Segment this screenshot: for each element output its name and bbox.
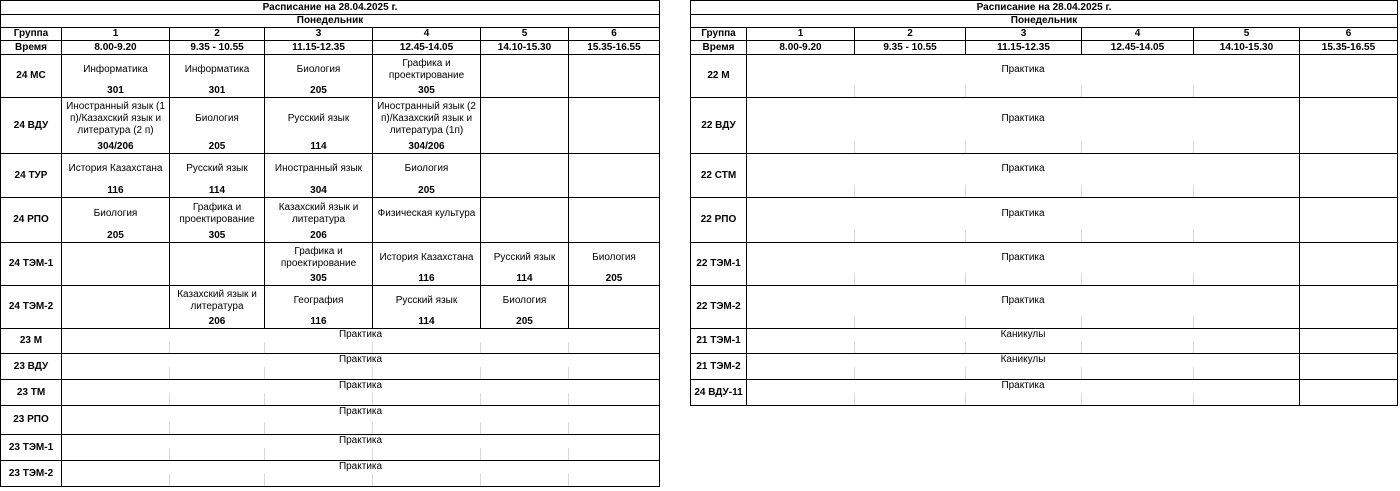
right-empty-cell [1300,329,1398,342]
left-room-cell: 304/206 [62,141,170,154]
left-subject-cell: Биология [265,55,373,85]
left-group-name: 24 ТЭМ-2 [1,286,62,329]
left-subject-cell [569,98,660,141]
left-period-3: 3 [265,28,373,41]
left-subject-cell: Графика и проектирование [170,198,265,230]
right-empty-cell [855,85,966,98]
right-period-4: 4 [1082,28,1194,41]
left-empty-cell [569,342,660,354]
left-merged-cell: Практика [62,329,660,342]
left-group-name: 24 ТЭМ-1 [1,243,62,286]
left-room-cell [373,230,481,243]
right-empty-cell [855,342,966,354]
left-empty-cell [481,342,569,354]
left-subject-cell: Русский язык [373,286,481,316]
left-subject-cell [569,286,660,316]
left-subject-cell: Физическая культура [373,198,481,230]
left-empty-cell [373,367,481,380]
left-empty-cell [265,422,373,435]
left-period-2: 2 [170,28,265,41]
left-empty-cell [481,367,569,380]
left-subject-cell: Биология [170,98,265,141]
left-group-name: 23 ТЭМ-1 [1,435,62,461]
right-title: Расписание на 28.04.2025 г. [691,1,1398,15]
right-period-5: 5 [1194,28,1300,41]
right-empty-cell [855,316,966,329]
right-schedule-table [690,0,1398,406]
right-empty-cell [1300,367,1398,380]
left-empty-cell [265,393,373,406]
right-time-2: 9.35 - 10.55 [855,41,966,55]
left-room-cell: 305 [170,230,265,243]
left-room-cell: 305 [265,273,373,286]
right-empty-cell [855,141,966,154]
left-subject-cell [170,243,265,273]
left-room-cell [481,185,569,198]
left-time-3: 11.15-12.35 [265,41,373,55]
left-subject-cell: Биология [62,198,170,230]
left-room-cell: 114 [481,273,569,286]
right-merged-cell: Практика [747,98,1300,141]
left-empty-cell [265,474,373,487]
right-empty-cell [1300,230,1398,243]
right-empty-cell [1082,185,1194,198]
right-empty-cell [1300,55,1398,85]
left-subject-cell: Биология [373,154,481,185]
left-subject-cell: Русский язык [481,243,569,273]
right-empty-cell [1194,85,1300,98]
right-time-1: 8.00-9.20 [747,41,855,55]
right-empty-cell [855,230,966,243]
left-empty-cell [373,448,481,461]
left-room-cell: 205 [170,141,265,154]
left-empty-cell [170,367,265,380]
left-empty-cell [62,367,170,380]
right-empty-cell [1194,367,1300,380]
left-group-name: 24 РПО [1,198,62,243]
right-empty-cell [1194,316,1300,329]
right-empty-cell [966,273,1082,286]
left-subject-cell [481,154,569,185]
right-group-name: 21 ТЭМ-2 [691,354,747,380]
right-period-3: 3 [966,28,1082,41]
left-empty-cell [373,342,481,354]
left-empty-cell [373,422,481,435]
right-empty-cell [966,316,1082,329]
left-empty-cell [481,474,569,487]
right-empty-cell [1082,273,1194,286]
left-room-cell [170,273,265,286]
left-subject-cell: История Казахстана [373,243,481,273]
left-subject-cell [481,98,569,141]
left-subject-cell: Биология [481,286,569,316]
left-period-6: 6 [569,28,660,41]
left-empty-cell [170,393,265,406]
right-empty-cell [1082,230,1194,243]
left-empty-cell [569,448,660,461]
right-time-3: 11.15-12.35 [966,41,1082,55]
right-empty-cell [966,141,1082,154]
left-room-cell [62,316,170,329]
left-room-cell: 114 [170,185,265,198]
right-empty-cell [966,85,1082,98]
right-empty-cell [1300,185,1398,198]
right-group-name: 22 ТЭМ-2 [691,286,747,329]
right-empty-cell [1300,354,1398,367]
left-empty-cell [569,367,660,380]
left-group-name: 23 М [1,329,62,354]
right-empty-cell [966,342,1082,354]
left-empty-cell [265,367,373,380]
right-empty-cell [1082,141,1194,154]
right-empty-cell [747,230,855,243]
left-title: Расписание на 28.04.2025 г. [1,1,660,15]
right-empty-cell [1300,273,1398,286]
left-room-cell: 301 [62,85,170,98]
right-empty-cell [855,393,966,406]
left-empty-cell [62,448,170,461]
left-group-name: 23 ВДУ [1,354,62,380]
right-merged-cell: Каникулы [747,329,1300,342]
right-merged-cell: Практика [747,380,1300,393]
left-group-name: 24 ТУР [1,154,62,198]
left-room-cell [569,230,660,243]
left-subject-cell: Казахский язык и литература [170,286,265,316]
right-time-6: 15.35-16.55 [1300,41,1398,55]
right-empty-cell [966,393,1082,406]
left-time-2: 9.35 - 10.55 [170,41,265,55]
left-empty-cell [481,448,569,461]
left-period-5: 5 [481,28,569,41]
left-day: Понедельник [1,15,660,28]
right-empty-cell [1300,342,1398,354]
right-empty-cell [855,273,966,286]
left-subject-cell: Графика и проектирование [373,55,481,85]
left-empty-cell [373,474,481,487]
left-room-cell: 205 [265,85,373,98]
left-empty-cell [569,422,660,435]
right-empty-cell [1194,273,1300,286]
left-empty-cell [569,393,660,406]
left-room-cell: 301 [170,85,265,98]
right-merged-cell: Практика [747,198,1300,230]
left-subject-cell [62,243,170,273]
left-period-1: 1 [62,28,170,41]
left-merged-cell: Практика [62,461,660,474]
right-empty-cell [1194,185,1300,198]
left-subject-cell: Иностранный язык [265,154,373,185]
left-room-cell [569,185,660,198]
right-empty-cell [1300,85,1398,98]
left-time-5: 14.10-15.30 [481,41,569,55]
left-group-header: Группа [1,28,62,41]
left-time-header: Время [1,41,62,55]
left-room-cell: 116 [265,316,373,329]
right-empty-cell [1300,316,1398,329]
left-empty-cell [62,393,170,406]
left-group-name: 24 ВДУ [1,98,62,154]
left-room-cell [62,273,170,286]
right-empty-cell [855,185,966,198]
right-empty-cell [1082,367,1194,380]
left-room-cell [481,141,569,154]
left-room-cell: 116 [62,185,170,198]
left-room-cell [569,141,660,154]
left-empty-cell [170,448,265,461]
left-room-cell [569,85,660,98]
left-subject-cell: Биология [569,243,660,273]
left-subject-cell: Информатика [170,55,265,85]
left-room-cell [481,230,569,243]
left-empty-cell [170,422,265,435]
left-subject-cell [62,286,170,316]
left-empty-cell [265,342,373,354]
right-empty-cell [1194,393,1300,406]
left-period-4: 4 [373,28,481,41]
left-group-name: 23 ТМ [1,380,62,406]
left-room-cell: 206 [170,316,265,329]
left-subject-cell [569,55,660,85]
left-subject-cell: Информатика [62,55,170,85]
left-room-cell [569,316,660,329]
right-schedule-sheet [690,0,1398,406]
left-room-cell [481,85,569,98]
right-empty-cell [747,393,855,406]
left-empty-cell [170,342,265,354]
left-room-cell: 304/206 [373,141,481,154]
right-group-name: 22 РПО [691,198,747,243]
right-empty-cell [1194,342,1300,354]
right-empty-cell [747,141,855,154]
right-group-header: Группа [691,28,747,41]
right-merged-cell: Практика [747,55,1300,85]
left-room-cell: 114 [265,141,373,154]
left-room-cell: 114 [373,316,481,329]
right-period-2: 2 [855,28,966,41]
right-merged-cell: Практика [747,286,1300,316]
right-empty-cell [1082,342,1194,354]
right-empty-cell [1082,316,1194,329]
left-group-name: 23 РПО [1,406,62,435]
left-empty-cell [481,393,569,406]
left-subject-cell: Графика и проектирование [265,243,373,273]
left-subject-cell [481,198,569,230]
left-group-name: 23 ТЭМ-2 [1,461,62,487]
left-empty-cell [569,474,660,487]
left-merged-cell: Практика [62,406,660,422]
right-group-name: 22 ТЭМ-1 [691,243,747,286]
left-empty-cell [62,422,170,435]
left-time-6: 15.35-16.55 [569,41,660,55]
left-empty-cell [62,342,170,354]
left-subject-cell: География [265,286,373,316]
right-empty-cell [1300,286,1398,316]
right-group-name: 21 ТЭМ-1 [691,329,747,354]
right-empty-cell [966,367,1082,380]
left-group-name: 24 МС [1,55,62,98]
left-merged-cell: Практика [62,435,660,448]
left-room-cell: 205 [62,230,170,243]
right-empty-cell [747,342,855,354]
right-empty-cell [1194,230,1300,243]
right-empty-cell [1300,154,1398,185]
right-time-5: 14.10-15.30 [1194,41,1300,55]
right-empty-cell [855,367,966,380]
right-day: Понедельник [691,15,1398,28]
right-empty-cell [1082,393,1194,406]
right-empty-cell [1300,243,1398,273]
right-empty-cell [1194,141,1300,154]
right-time-4: 12.45-14.05 [1082,41,1194,55]
right-empty-cell [747,316,855,329]
left-subject-cell [481,55,569,85]
right-empty-cell [747,273,855,286]
left-empty-cell [481,422,569,435]
right-empty-cell [966,230,1082,243]
left-merged-cell: Практика [62,380,660,393]
right-group-name: 22 ВДУ [691,98,747,154]
left-room-cell: 206 [265,230,373,243]
left-empty-cell [62,474,170,487]
right-merged-cell: Практика [747,243,1300,273]
left-room-cell: 116 [373,273,481,286]
left-room-cell: 205 [569,273,660,286]
right-empty-cell [747,367,855,380]
right-empty-cell [1082,85,1194,98]
left-time-4: 12.45-14.05 [373,41,481,55]
left-schedule-sheet [0,0,660,487]
right-empty-cell [1300,198,1398,230]
right-merged-cell: Каникулы [747,354,1300,367]
left-subject-cell: Русский язык [170,154,265,185]
right-empty-cell [966,185,1082,198]
left-empty-cell [170,474,265,487]
right-empty-cell [747,185,855,198]
left-empty-cell [373,393,481,406]
right-group-name: 22 М [691,55,747,98]
right-empty-cell [1300,98,1398,141]
left-subject-cell [569,154,660,185]
left-subject-cell [569,198,660,230]
right-group-name: 24 ВДУ-11 [691,380,747,406]
right-empty-cell [1300,393,1398,406]
left-subject-cell: Иностранный язык (2 п)/Казахский язык и литература (1п) [373,98,481,141]
left-subject-cell: История Казахстана [62,154,170,185]
left-subject-cell: Русский язык [265,98,373,141]
left-room-cell: 205 [481,316,569,329]
right-empty-cell [747,85,855,98]
left-subject-cell: Казахский язык и литература [265,198,373,230]
right-period-6: 6 [1300,28,1398,41]
left-schedule-table [0,0,660,487]
right-period-1: 1 [747,28,855,41]
right-merged-cell: Практика [747,154,1300,185]
left-empty-cell [265,448,373,461]
left-room-cell: 304 [265,185,373,198]
right-time-header: Время [691,41,747,55]
right-empty-cell [1300,141,1398,154]
left-time-1: 8.00-9.20 [62,41,170,55]
right-group-name: 22 СТМ [691,154,747,198]
left-room-cell: 305 [373,85,481,98]
left-room-cell: 205 [373,185,481,198]
left-merged-cell: Практика [62,354,660,367]
right-empty-cell [1300,380,1398,393]
left-subject-cell: Иностранный язык (1 п)/Казахский язык и литература (2 п) [62,98,170,141]
